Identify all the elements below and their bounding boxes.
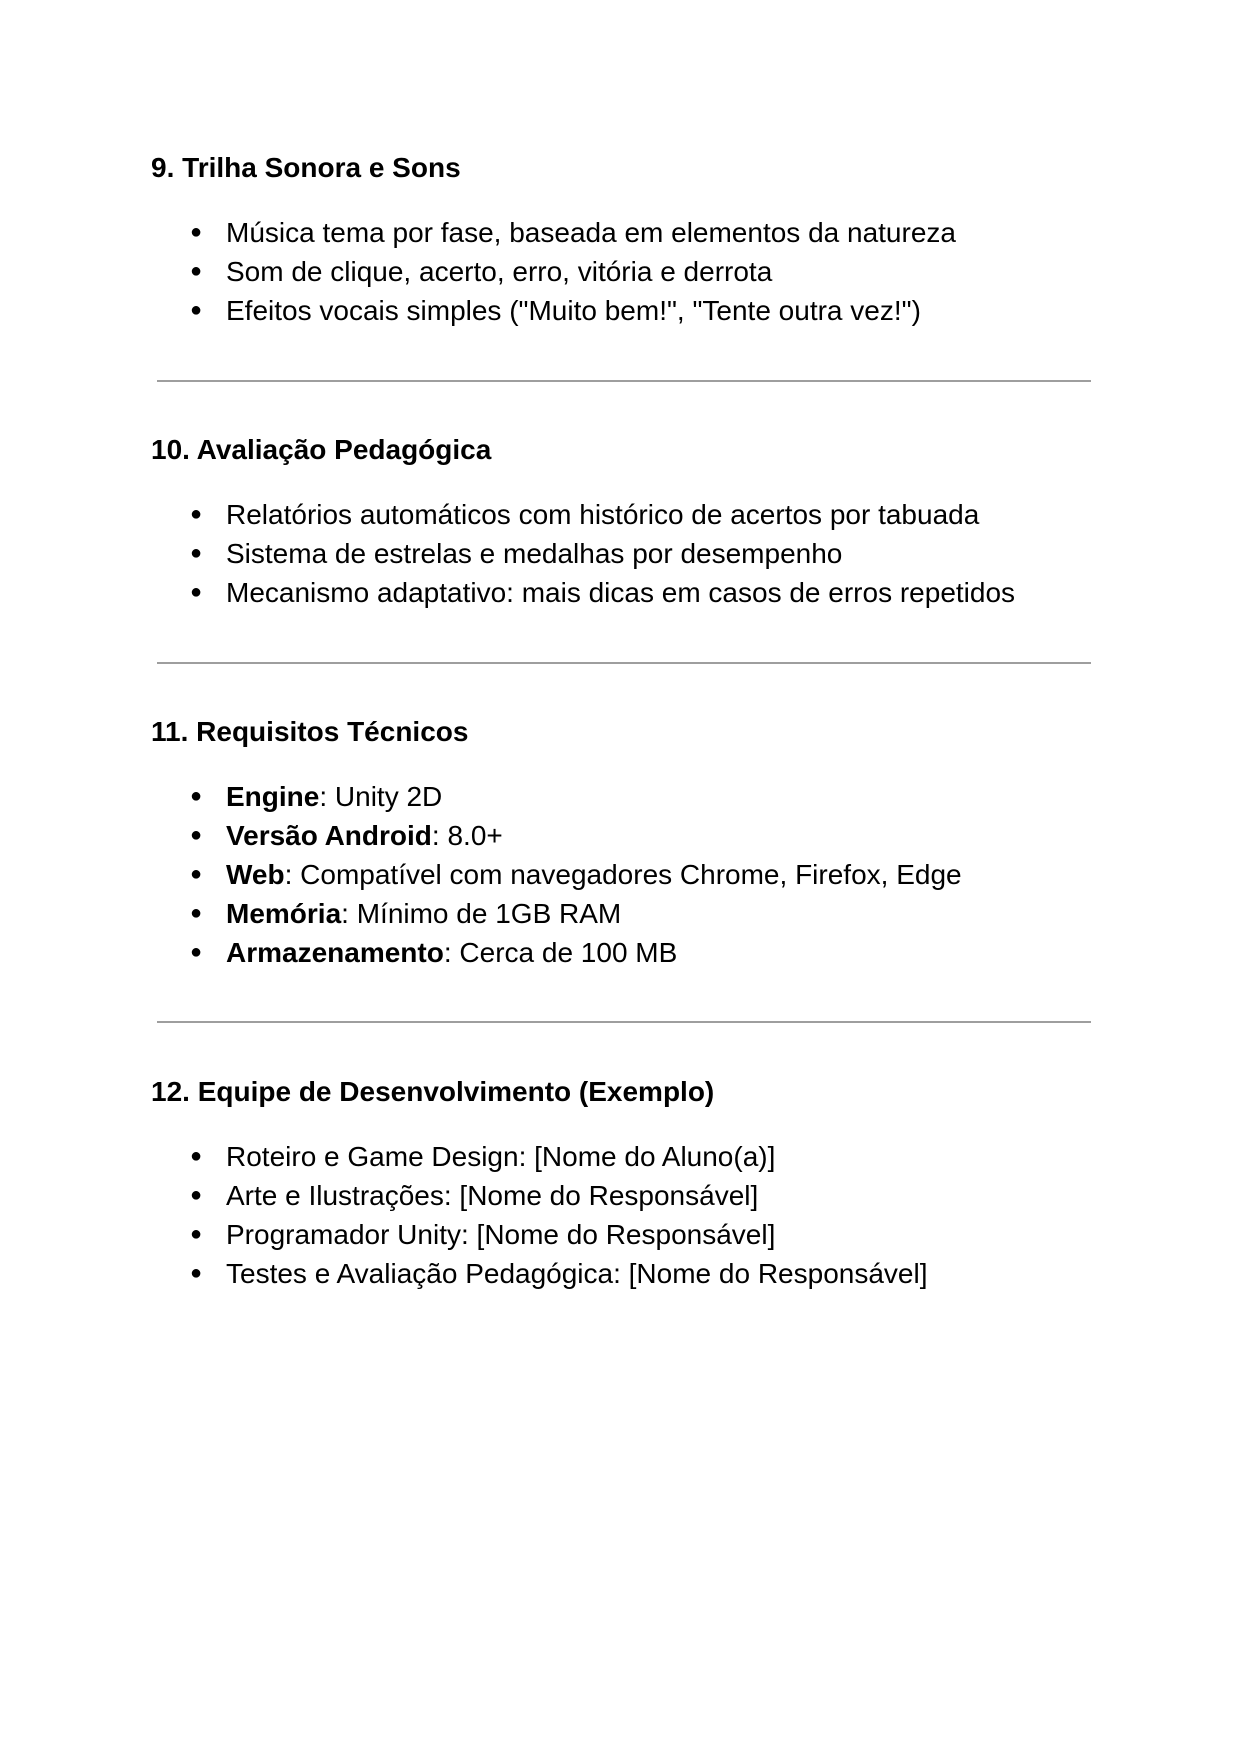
list-item: [190, 855, 962, 894]
requirement-value: : Compatível com navegadores Chrome, Firefox, Edge: [284, 859, 962, 890]
bullet-icon: ●: [190, 785, 203, 807]
list-item: [190, 1215, 927, 1254]
list-item-text: Mecanismo adaptativo: mais dicas em casos de erros repetidos: [226, 577, 1016, 608]
list-item: [190, 495, 1015, 534]
bullet-icon: ●: [190, 260, 203, 282]
list-item-text: Programador Unity: [Nome do Responsável]: [226, 1219, 776, 1250]
bullet-icon: ●: [190, 824, 203, 846]
requirement-value: : Cerca de 100 MB: [443, 937, 678, 968]
requirement-label: Web: [226, 859, 285, 890]
list-item: [190, 534, 1015, 573]
bullet-icon: ●: [190, 941, 203, 963]
section-divider: [157, 1021, 1091, 1023]
bullet-icon: ●: [190, 863, 203, 885]
bullet-icon: ●: [190, 1262, 203, 1284]
bullet-icon: ●: [190, 503, 203, 525]
bullet-icon: ●: [190, 221, 203, 243]
list-item: [190, 213, 956, 252]
bullet-list-equipe-desenvolvimento: [190, 1137, 927, 1293]
bullet-list-requisitos-tecnicos: [190, 777, 962, 972]
requirement-label: Engine: [226, 781, 320, 812]
list-item-text: Sistema de estrelas e medalhas por desempenho: [226, 538, 843, 569]
bullet-icon: ●: [190, 581, 203, 603]
list-item: [190, 573, 1015, 612]
list-item-text: Relatórios automáticos com histórico de acertos por tabuada: [226, 499, 980, 530]
section-title-requisitos-tecnicos: 11. Requisitos Técnicos: [151, 716, 469, 747]
section-divider: [157, 662, 1091, 664]
section-title-trilha-sonora: 9. Trilha Sonora e Sons: [151, 152, 461, 183]
bullet-icon: ●: [190, 1184, 203, 1206]
bullet-icon: ●: [190, 902, 203, 924]
list-item: [190, 1176, 927, 1215]
bullet-list-trilha-sonora: [190, 213, 956, 330]
bullet-icon: ●: [190, 1223, 203, 1245]
requirement-value: : Unity 2D: [319, 781, 443, 812]
requirement-value: : Mínimo de 1GB RAM: [341, 898, 622, 929]
list-item-text: Arte e Ilustrações: [Nome do Responsável]: [226, 1180, 759, 1211]
requirement-label: Armazenamento: [226, 937, 444, 968]
list-item: [190, 777, 962, 816]
list-item-text: Roteiro e Game Design: [Nome do Aluno(a)]: [226, 1141, 776, 1172]
section-title-equipe-desenvolvimento: 12. Equipe de Desenvolvimento (Exemplo): [151, 1076, 715, 1107]
list-item-text: Música tema por fase, baseada em elementos da natureza: [226, 217, 956, 248]
list-item: [190, 1254, 927, 1293]
requirement-value: : 8.0+: [431, 820, 503, 851]
bullet-list-avaliacao-pedagogica: [190, 495, 1015, 612]
bullet-icon: ●: [190, 299, 203, 321]
list-item-text: Efeitos vocais simples ("Muito bem!", "Tente outra vez!"): [226, 295, 921, 326]
requirement-label: Versão Android: [226, 820, 432, 851]
bullet-icon: ●: [190, 542, 203, 564]
list-item: [190, 252, 956, 291]
list-item-text: Testes e Avaliação Pedagógica: [Nome do Responsável]: [226, 1258, 928, 1289]
list-item: [190, 816, 962, 855]
bullet-icon: ●: [190, 1145, 203, 1167]
list-item-text: Som de clique, acerto, erro, vitória e derrota: [226, 256, 773, 287]
requirement-label: Memória: [226, 898, 342, 929]
list-item: [190, 933, 962, 972]
section-title-avaliacao-pedagogica: 10. Avaliação Pedagógica: [151, 434, 492, 465]
list-item: [190, 291, 956, 330]
list-item: [190, 894, 962, 933]
section-divider: [157, 380, 1091, 382]
list-item: [190, 1137, 927, 1176]
